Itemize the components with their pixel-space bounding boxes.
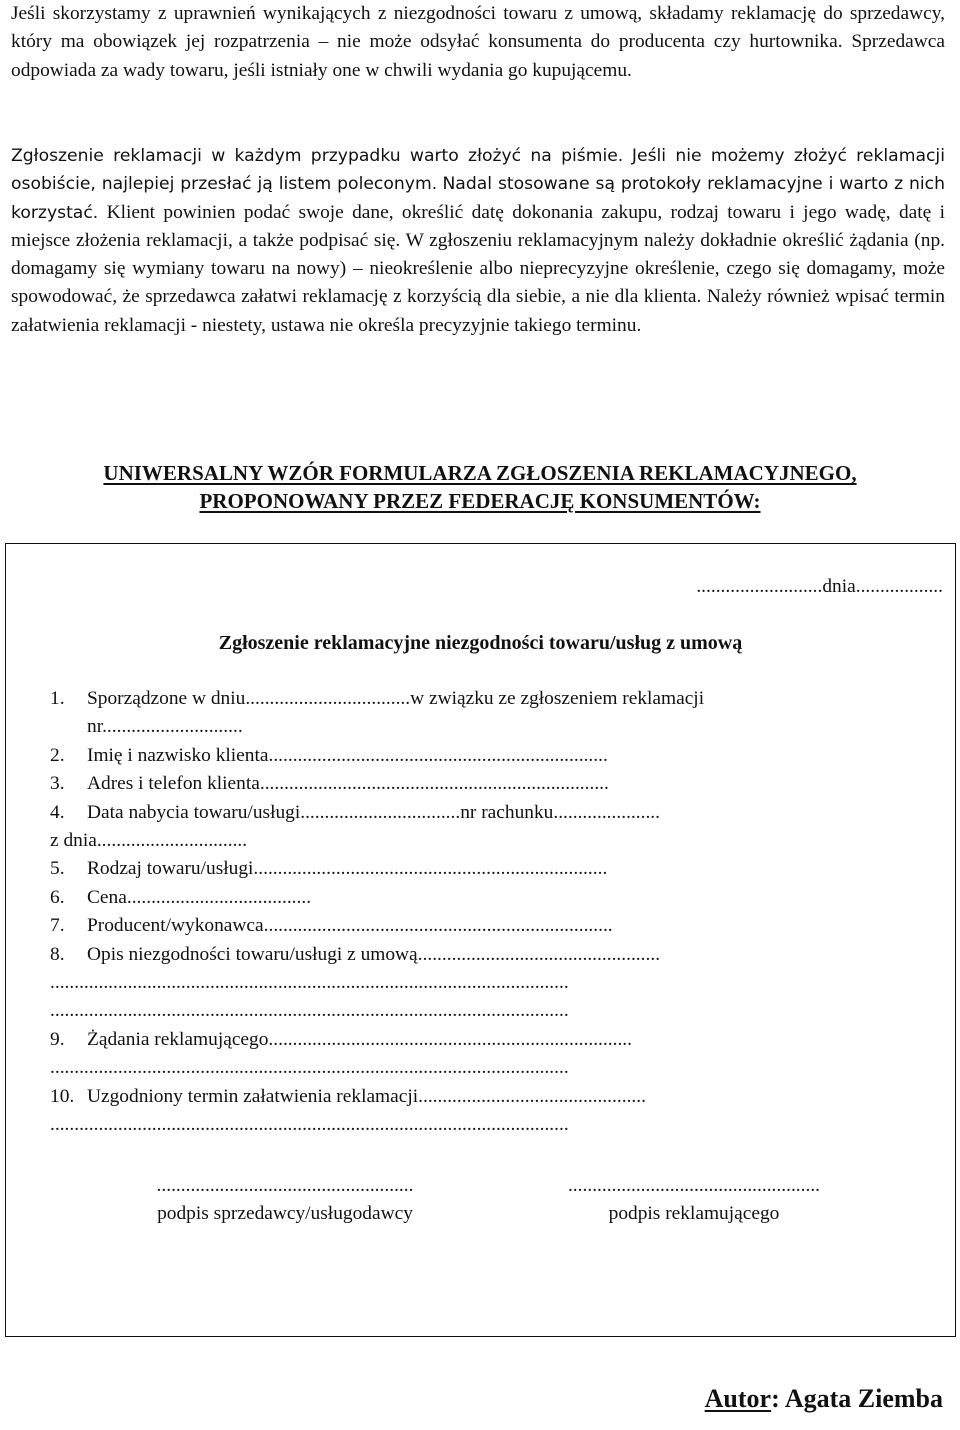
form-field-number: 1. — [50, 688, 65, 709]
instructions-remainder: Klient powinien podać swoje dane, określić datę dokonania zakupu, rodzaj towaru i jego wadę, datę i miejsce złożenia reklamacji, a także podpisać się. W zgłoszeniu reklamacyjnym należy dokładnie określić żądania (np. domagamy się wymiany towaru na nowy) – nieokreślenie albo nieprecyzyjne określenie, czego się domagamy, może spowodować, że sprzedawca załatwi reklamację z korzyścią dla siebie, a nie dla klienta. Należy również wpisać termin załatwienia reklamacji - niestety, ustawa nie określa precyzyjnie takiego terminu. — [11, 201, 945, 336]
form-field-text: Cena...................................... — [87, 886, 312, 908]
form-field-row — [50, 855, 950, 883]
signature-claimant-label: podpis reklamującego — [608, 1203, 780, 1224]
form-field-text: Opis niezgodności towaru/usługi z umową.................................................. — [87, 943, 661, 965]
author-label: Autor — [704, 1384, 772, 1413]
form-title: Zgłoszenie reklamacyjne niezgodności towaru/usług z umową — [218, 632, 743, 654]
intro-paragraph: Jeśli skorzystamy z uprawnień wynikających z niezgodności towaru z umową, składamy reklamację do sprzedawcy, który ma obowiązek jej rozpatrzenia – nie może odsyłać konsumenta do producenta czy hurtownika. Sprzedawca odpowiada za wady towaru, jeśli istniały one w chwili wydania go kupującemu. — [11, 3, 945, 81]
form-field-number: 3. — [50, 773, 65, 795]
form-field-number: 7. — [50, 915, 65, 937]
form-field-row — [50, 1054, 950, 1082]
form-field-number: 10. — [50, 1085, 75, 1107]
form-field-row — [50, 1111, 950, 1139]
instructions-sentence-3: Nadal stosowane są protokoły reklamacyjne i warto z nich korzystać. — [11, 174, 946, 223]
form-field-number: 5. — [50, 858, 65, 880]
form-field-row — [50, 997, 950, 1025]
form-field-text: Rodzaj towaru/usługi......................................................................... — [87, 858, 608, 880]
form-field-row — [50, 827, 950, 855]
form-field-row — [50, 969, 950, 997]
form-field-number: 8. — [50, 943, 65, 965]
form-field-row — [50, 1026, 950, 1054]
form-field-text: ........................................................................................................... — [50, 972, 569, 994]
instructions-sentence-2: Jeśli nie możemy złożyć reklamacji osobiście, najlepiej przesłać ją listem poleconym. — [11, 146, 945, 195]
form-field-row — [50, 742, 950, 770]
signature-seller — [110, 1172, 460, 1228]
form-field-number: 6. — [50, 886, 65, 908]
form-field-text: Sporządzone w dniu..................................w związku ze zgłoszeniem reklamacji — [87, 688, 705, 709]
form-field-number: 4. — [50, 801, 65, 823]
form-field-text: nr............................. — [87, 716, 243, 738]
instructions-sentence-1: Zgłoszenie reklamacji w każdym przypadku warto złożyć na piśmie. — [11, 146, 624, 166]
form-field-text: ........................................................................................................... — [50, 1114, 569, 1136]
form-field-indent — [50, 713, 87, 741]
form-field-row — [50, 912, 950, 940]
author-separator: : — [771, 1384, 785, 1413]
form-field-row — [50, 770, 950, 798]
signature-claimant-line: .................................................... — [567, 1175, 821, 1196]
form-field-row — [50, 799, 950, 827]
signature-claimant — [529, 1172, 859, 1228]
form-field-text: Adres i telefon klienta........................................................................ — [87, 773, 609, 795]
form-field-row — [50, 1083, 950, 1111]
form-heading-line-2: PROPONOWANY PRZEZ FEDERACJĘ KONSUMENTÓW: — [199, 489, 761, 513]
form-field-number: 9. — [50, 1028, 65, 1050]
form-fields-list — [50, 685, 950, 1140]
form-field-text: Data nabycia towaru/usługi.................................nr rachunku...................... — [87, 801, 660, 823]
instructions-spacer-1 — [623, 145, 632, 166]
complaint-form — [5, 543, 956, 1337]
form-field-text: z dnia............................... — [50, 830, 248, 852]
form-field-text: ........................................................................................................... — [50, 1057, 569, 1079]
signature-seller-label: podpis sprzedawcy/usługodawcy — [157, 1203, 413, 1224]
form-field-text: Uzgodniony termin załatwienia reklamacji............................................... — [87, 1085, 646, 1107]
form-field-row — [50, 941, 950, 969]
author-credit — [705, 1384, 943, 1414]
signature-seller-line: ..................................................... — [156, 1175, 414, 1196]
form-field-row — [50, 713, 950, 741]
form-field-text: Producent/wykonawca........................................................................ — [87, 915, 613, 937]
form-field-row — [50, 685, 950, 713]
form-heading-line-1: UNIWERSALNY WZÓR FORMULARZA ZGŁOSZENIA REKLAMACYJNEGO, — [103, 461, 857, 485]
form-field-row — [50, 884, 950, 912]
form-date-line: ..........................dnia.................. — [696, 576, 943, 597]
instructions-paragraph — [11, 142, 945, 340]
author-name: Agata Ziemba — [784, 1384, 943, 1413]
form-field-text: Żądania reklamującego........................................................................... — [87, 1028, 632, 1050]
form-field-text: ........................................................................................................... — [50, 1000, 569, 1022]
form-field-text: Imię i nazwisko klienta...................................................................... — [87, 744, 608, 766]
form-field-number: 2. — [50, 744, 65, 766]
